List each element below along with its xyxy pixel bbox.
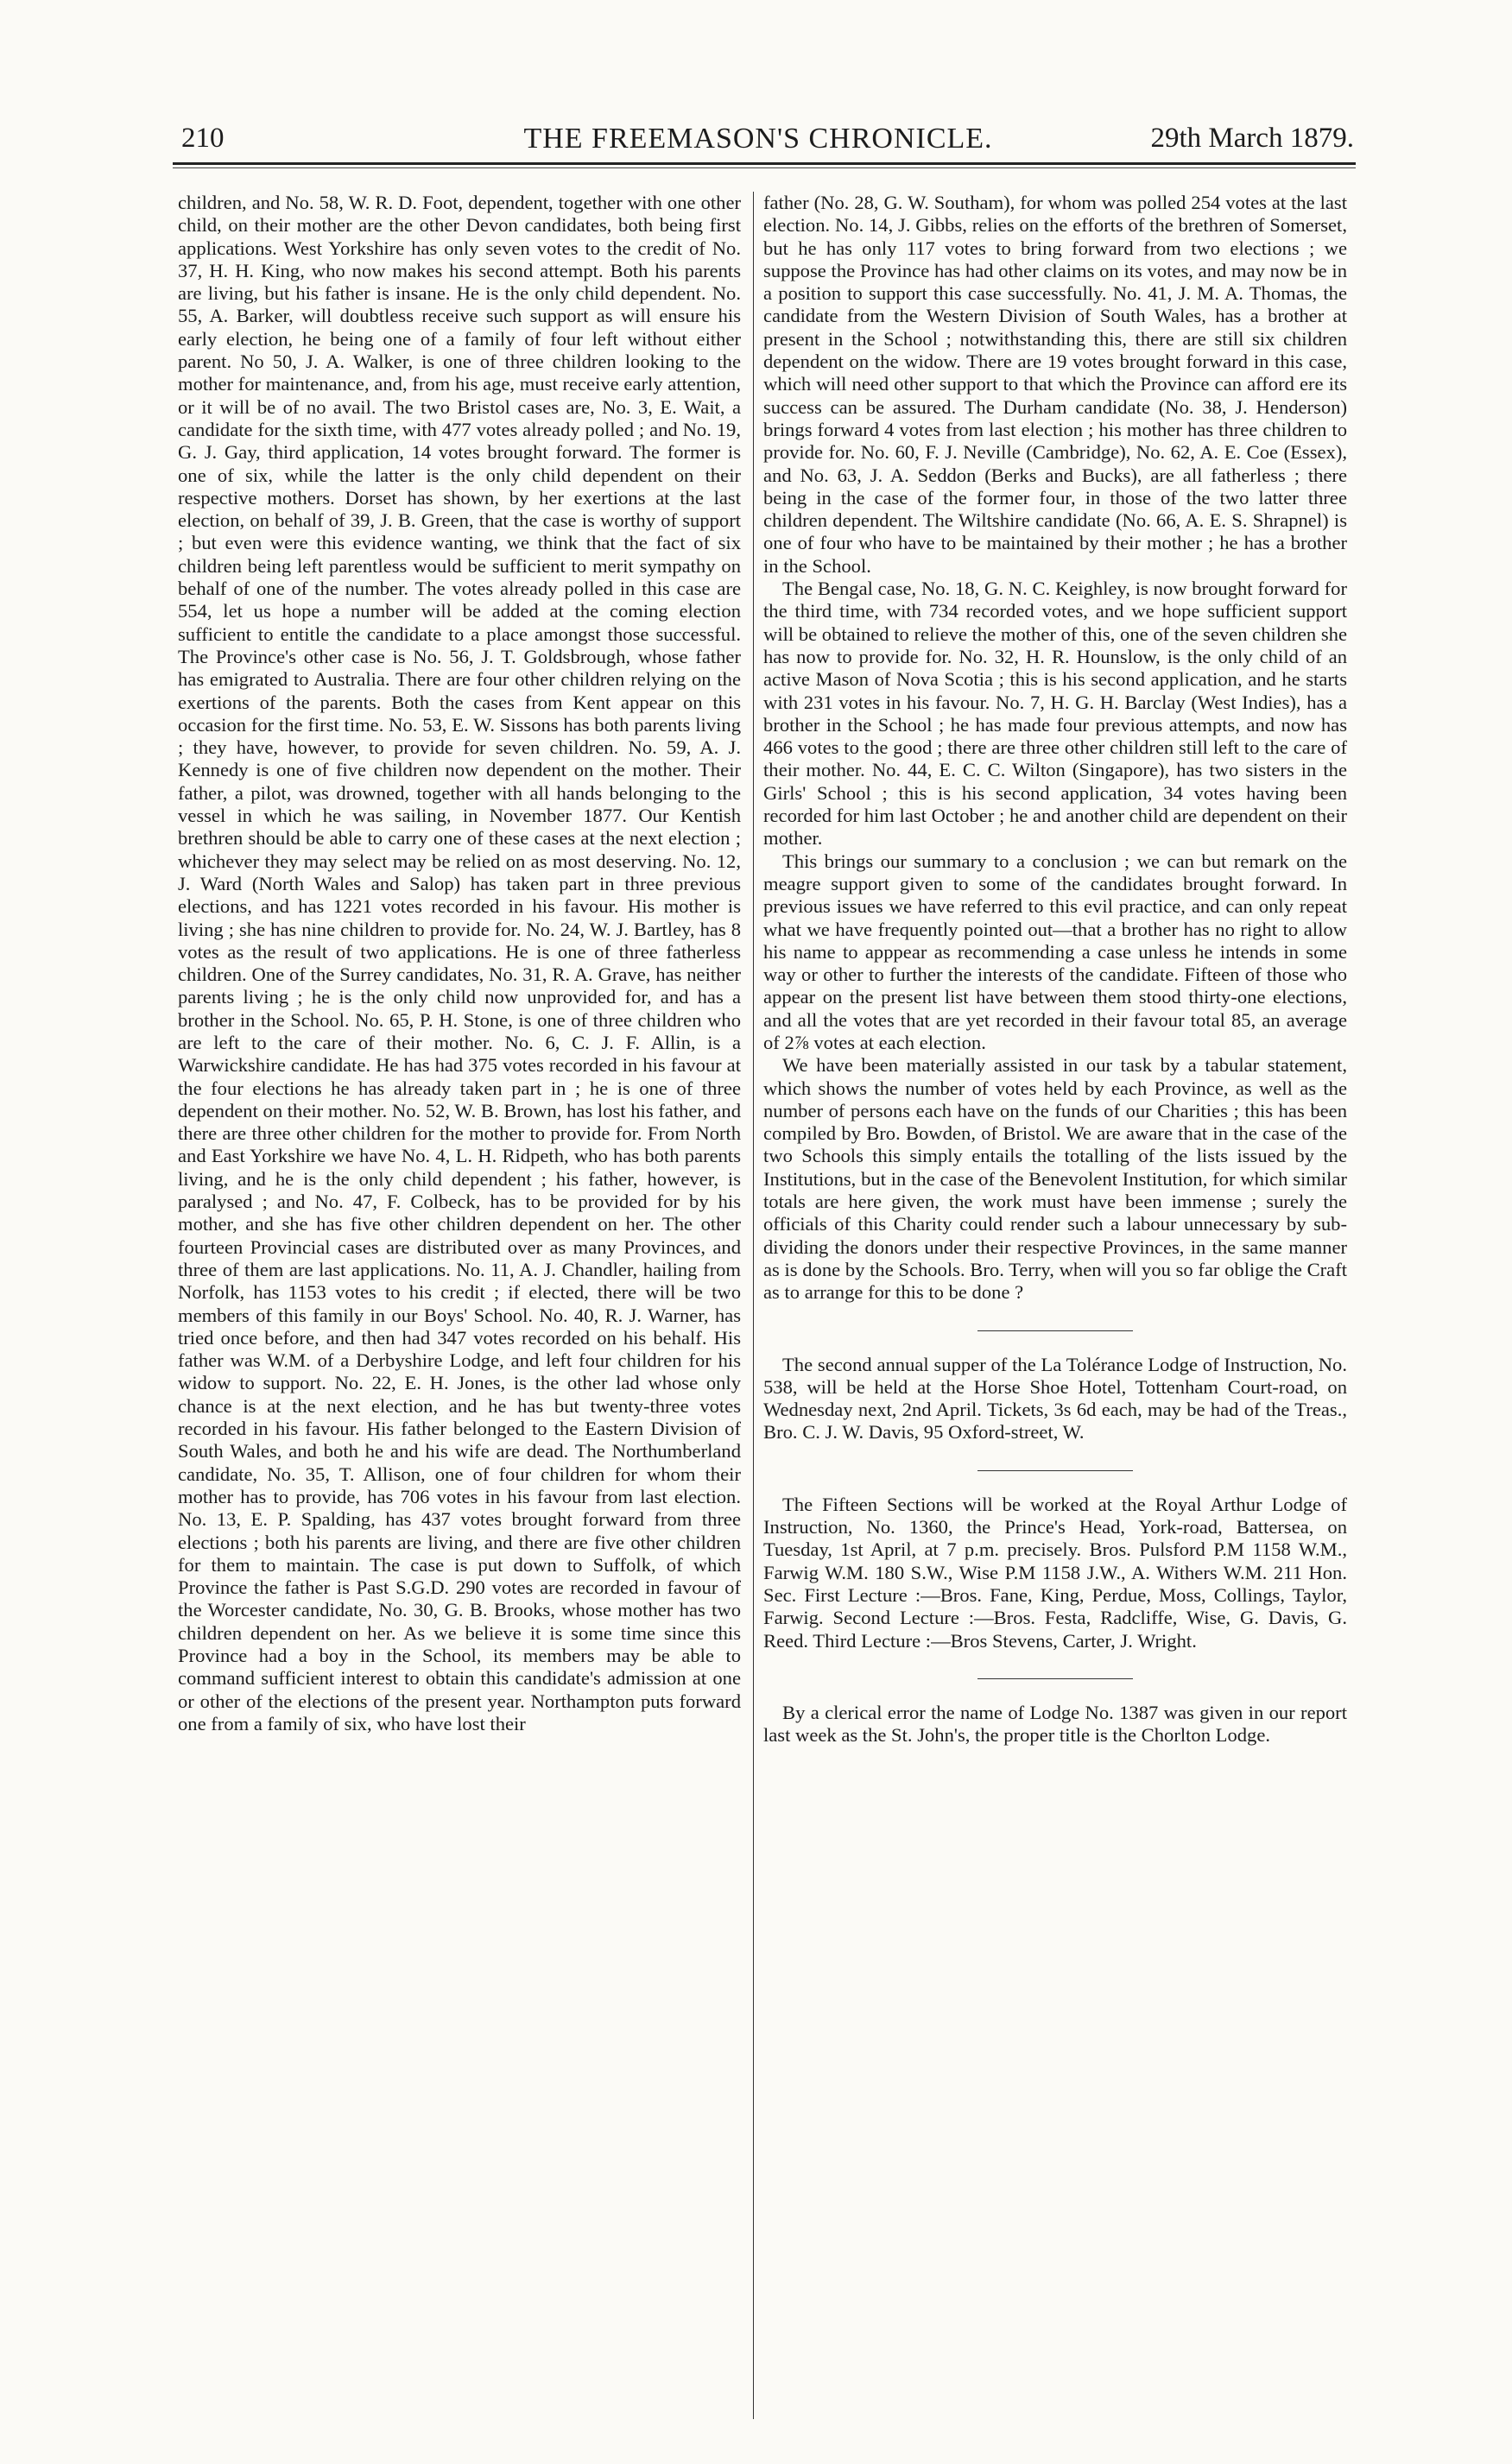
article-paragraph: This brings our summary to a conclusion ; we can but remark on the meagre support given to some of the candidates brought forward. In previous issues we have referred to this evil practice, and can only repeat what we have frequently pointed out—that a brother has no right to allow his name to apppear as recommending a case unless he intends in some way or other to further the interests of the candidate. Fifteen of those who appear on the present list have between them stood thirty-one elections, and all the votes that are yet recorded in their favour total 85, an average of 2⅞ votes at each election. xyxy=(763,850,1347,1053)
lodge-notice: The second annual supper of the La Tolérance Lodge of Instruction, No. 538, will be held at the Horse Shoe Hotel, Tottenham Court-road, on Wednesday next, 2nd April. Tickets, 3s 6d each, may be had of the Treas., Bro. C. J. W. Davis, 95 Oxford-street, W. xyxy=(763,1353,1347,1444)
lodge-notice: By a clerical error the name of Lodge No. 1387 was given in our report last week as the St. John's, the proper title is the Chorlton Lodge. xyxy=(763,1701,1347,1747)
article-paragraph: children, and No. 58, W. R. D. Foot, dependent, together with one other child, on their mother are the other Devon candidates, both being first applications. West Yorkshire has only seven votes to the credit of No. 37, H. H. King, who now makes his second attempt. Both his parents are living, but his father is insane. He is the only child dependent. No. 55, A. Barker, will doubtless receive such support as will ensure his early election, he being one of a family of four left without either parent. No 50, J. A. Walker, is one of three children looking to the mother for maintenance, and, from his age, must receive early attention, or it will be of no avail. The two Bristol cases are, No. 3, E. Wait, a candidate for the sixth time, with 477 votes already polled ; and No. 19, G. J. Gay, third application, 14 votes brought forward. The former is one of six, while the latter is the only child dependent on their respective mothers. Dorset has shown, by her exertions at the last election, on behalf of 39, J. B. Green, that the case is worthy of support ; but even were this evidence wanting, we think that the fact of six children being left parentless would be sufficient to merit sympathy on behalf of one of the number. The votes already polled in this case are 554, let us hope a number will be added at the coming election sufficient to entitle the candidate to a place amongst those successful. The Province's other case is No. 56, J. T. Goldsbrough, whose father has emigrated to Australia. There are four other children relying on the exertions of the parents. Both the cases from Kent appear on this occasion for the first time. No. 53, E. W. Sissons has both parents living ; they have, however, to provide for seven children. No. 59, A. J. Kennedy is one of five children now dependent on the mother. Their father, a pilot, was drowned, together with all hands belonging to the vessel in which he was sailing, in November 1877. Our Kentish brethren should be able to carry one of these cases at the next election ; whichever they may select may be relied on as most deserving. No. 12, J. Ward (North Wales and Salop) has taken part in three previous elections, and has 1221 votes recorded in his favour. His mother is living ; she has nine children to provide for. No. 24, W. J. Bartley, has 8 votes as the result of two applications. He is one of three fatherless children. One of the Surrey candidates, No. 31, R. A. Grave, has neither parents living ; he is the only child now unprovided for, and has a brother in the School. No. 65, P. H. Stone, is one of three children who are left to the care of their mother. No. 6, C. J. F. Allin, is a Warwickshire candidate. He has had 375 votes recorded in his favour at the four elections he has already taken part in ; he is one of three dependent on their mother. No. 52, W. B. Brown, has lost his father, and there are three other children for the mother to provide for. From North and East Yorkshire we have No. 4, L. H. Ridpeth, who has both parents living, and he is the only child dependent ; his father, however, is paralysed ; and No. 47, F. Colbeck, has to be provided for by his mother, and she has five other children dependent on her. The other fourteen Provincial cases are distributed over as many Provinces, and three of them are last applications. No. 11, A. J. Chandler, hailing from Norfolk, has 1153 votes to his credit ; if elected, there will be two members of this family in our Boys' School. No. 40, R. J. Warner, has tried once before, and then had 347 votes recorded on his behalf. His father was W.M. of a Derbyshire Lodge, and left four children for his widow to support. No. 22, E. H. Jones, is the other lad whose only chance is at the next election, and he has but twenty-three votes recorded in his favour. His father belonged to the Eastern Division of South Wales, and both he and his wife are dead. The Northumberland candidate, No. 35, T. Allison, one of four children for whom their mother has to provide, has 706 votes in his favour from last election. No. 13, E. P. Spalding, has 437 votes brought forward from three elections ; both his parents are living, and there are five other children for them to maintain. The case is put down to Suffolk, of which Province the father is Past S.G.D. 290 votes are recorded in favour of the Worcester candidate, No. 30, G. B. Brooks, whose mother has two children dependent on her. As we believe it is some time since this Province had a boy in the School, its members may be able to command sufficient interest to obtain this candidate's admission at one or other of the elections of the present year. Northampton puts forward one from a family of six, who have lost their xyxy=(178,192,741,1734)
page-number: 210 xyxy=(181,123,225,154)
header-rule-thin xyxy=(173,167,1356,168)
publication-title: THE FREEMASON'S CHRONICLE. xyxy=(523,123,993,155)
article-paragraph: We have been materially assisted in our task by a tabular statement, which shows the number of votes held by each Province, as well as the number of persons each have on the funds of our Charities ; this has been compiled by Bro. Bowden, of Bristol. We are aware that in the case of the two Schools this simply entails the totalling of the lists issued by the Institutions, but in the case of the Benevolent Institution, for which similar totals are here given, the work must have been immense ; surely the officials of this Charity could render such a labour unnecessary by sub-dividing the donors under their respective Provinces, in the same manner as is done by the Schools. Bro. Terry, when will you so far oblige the Craft as to arrange for this to be done ? xyxy=(763,1054,1347,1304)
header-rule xyxy=(173,162,1356,165)
section-rule xyxy=(977,1330,1133,1331)
issue-date: 29th March 1879. xyxy=(1150,123,1354,154)
page-header xyxy=(162,119,1354,162)
article-paragraph: father (No. 28, G. W. Southam), for whom was polled 254 votes at the last election. No. 14, J. Gibbs, relies on the efforts of the brethren of Somerset, but he has only 117 votes to bring forward from two elections ; we suppose the Province has had other claims on its votes, and may now be in a position to support this case successfully. No. 41, J. M. A. Thomas, the candidate from the Western Division of South Wales, has a brother at present in the School ; notwithstanding this, there are still six children dependent on the widow. There are 19 votes brought forward in this case, which will need other support to that which the Province can afford ere its success can be assured. The Durham candidate (No. 38, J. Henderson) brings forward 4 votes from last election ; his mother has three children to provide for. No. 60, F. J. Neville (Cambridge), No. 62, A. E. Coe (Essex), and No. 63, J. A. Seddon (Berks and Bucks), are all fatherless ; there being in the case of the former four, in those of the two latter three children dependent. The Wiltshire candidate (No. 66, A. E. S. Shrapnel) is one of four who have to be maintained by their mother ; he has a brother in the School. xyxy=(763,192,1347,577)
lodge-notice: The Fifteen Sections will be worked at the Royal Arthur Lodge of Instruction, No. 1360, the Prince's Head, York-road, Battersea, on Tuesday, 1st April, at 7 p.m. precisely. Bros. Pulsford P.M 1158 W.M., Farwig W.M. 180 S.W., Wise P.M 1158 J.W., A. Withers W.M. 211 Hon. Sec. First Lecture :—Bros. Fane, King, Perdue, Moss, Collings, Taylor, Farwig. Second Lecture :—Bros. Festa, Radcliffe, Wise, G. Davis, G. Reed. Third Lecture :—Bros Stevens, Carter, J. Wright. xyxy=(763,1493,1347,1652)
section-rule xyxy=(977,1470,1133,1471)
right-column xyxy=(763,192,1347,1747)
column-divider xyxy=(753,192,754,2419)
section-rule xyxy=(977,1678,1133,1679)
left-column xyxy=(178,192,741,1735)
article-paragraph: The Bengal case, No. 18, G. N. C. Keighley, is now brought forward for the third time, with 734 recorded votes, and we hope sufficient support will be obtained to relieve the mother of this, one of the seven children she has now to provide for. No. 32, H. R. Hounslow, is the only child of an active Mason of Nova Scotia ; this is his second application, and he starts with 231 votes in his favour. No. 7, H. G. H. Barclay (West Indies), has a brother in the School ; he has made four previous attempts, and now has 466 votes to the good ; there are three other children still left to the care of their mother. No. 44, E. C. C. Wilton (Singapore), has two sisters in the Girls' School ; this is his second application, 34 votes having been recorded for him last October ; he and another child are dependent on their mother. xyxy=(763,578,1347,850)
